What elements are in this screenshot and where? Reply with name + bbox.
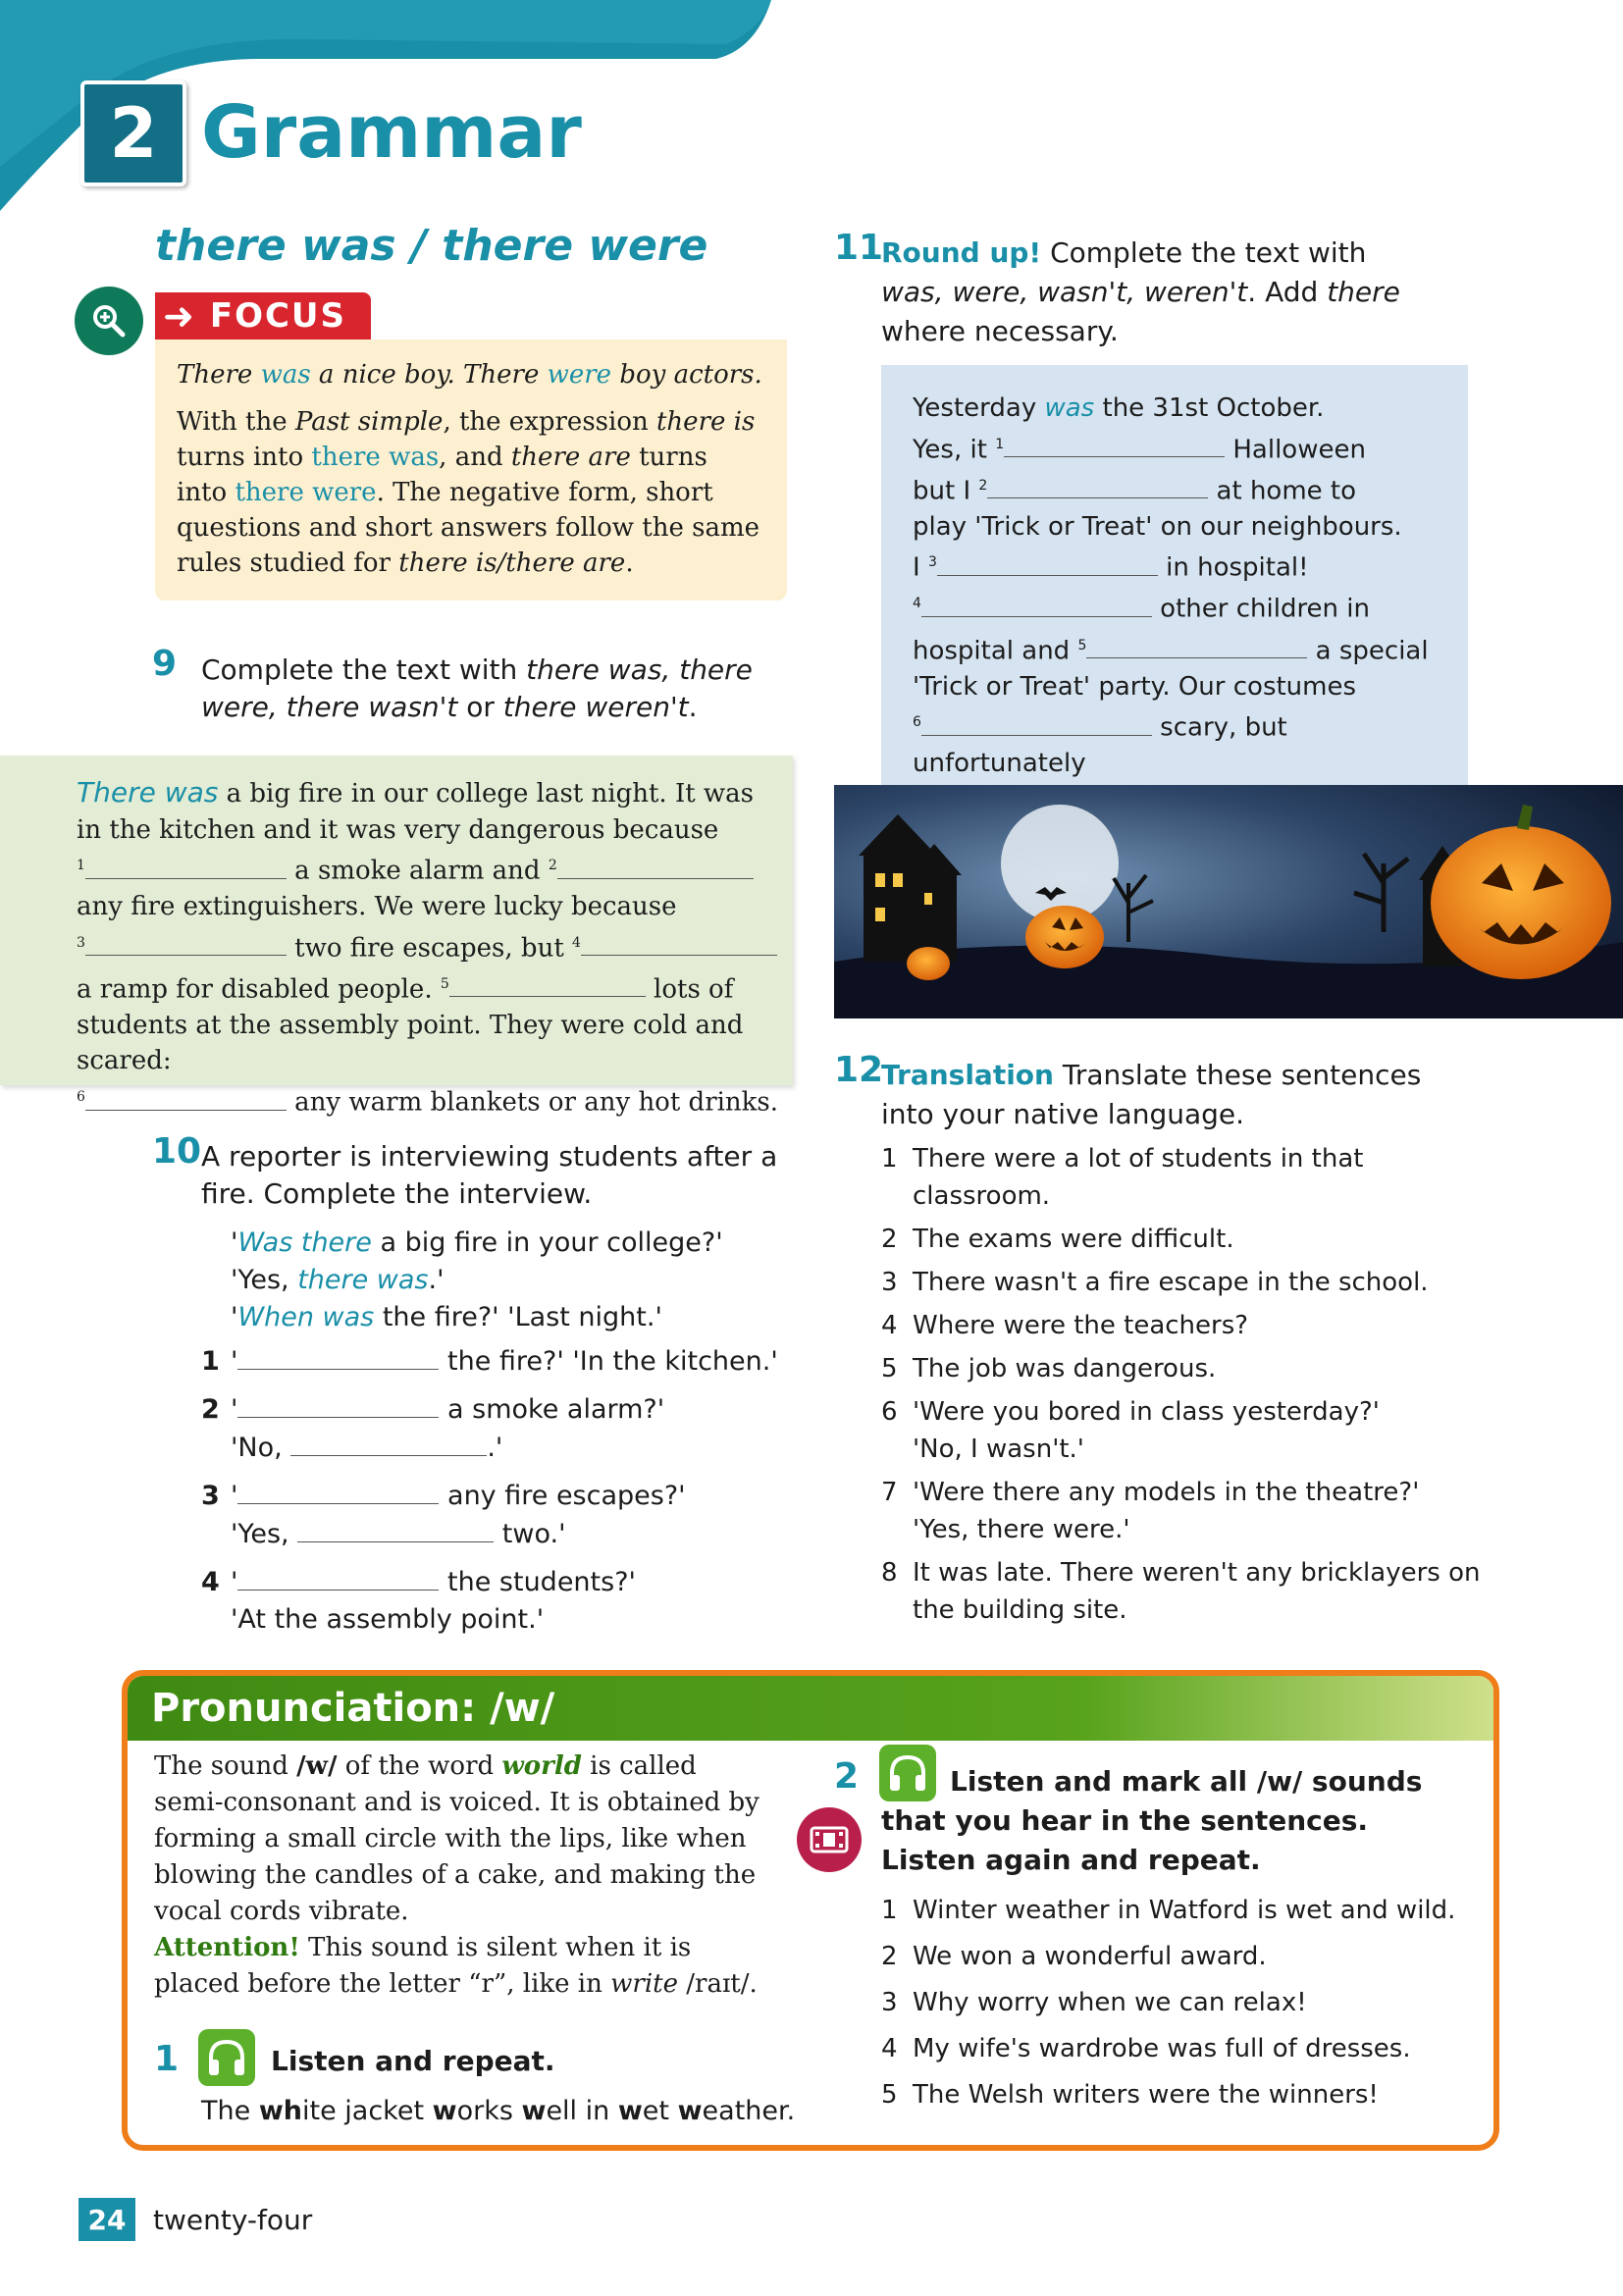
ex12-instruction: Translation Translate these sentences into your native language.: [881, 1059, 1422, 1130]
ex9-blank-1[interactable]: [85, 853, 287, 879]
focus-examples: There was a nice boy. There were boy actors.: [177, 360, 762, 390]
pron-ex1-number: 1: [154, 2039, 180, 2079]
list-item: 5 The job was dangerous.: [881, 1354, 1217, 1383]
pron-ex2-list: [881, 1888, 1490, 2118]
list-item: 8 It was late. There weren't any bricklayers on the building site.: [881, 1558, 1481, 1625]
ex10-blank-3b[interactable]: [297, 1515, 494, 1542]
ex9-number: 9: [152, 644, 178, 684]
magnifier-icon: [75, 287, 143, 355]
pron-ex1-instruction: Listen and repeat.: [271, 2045, 555, 2077]
ex10-blank-2b[interactable]: [290, 1429, 487, 1456]
ex11-example: was: [1044, 393, 1095, 423]
pron-ex2-number: 2: [834, 1756, 860, 1797]
ex11-blank-2[interactable]: [987, 472, 1208, 498]
ex9-blank-3[interactable]: [85, 929, 287, 956]
unit-number: 2: [109, 93, 158, 174]
ex11-number: 11: [834, 228, 884, 268]
pron-explanation: The sound /w/ of the word world is called semi-consonant and is voiced. It is obtained by forming a small circle with the lips, like when blowing the candles of a cake, and making the vocal cords vibrate. Attention! This sound is silent when it is placed before the letter “r”, like in write /raɪt/.: [154, 1751, 759, 1999]
ex12-number: 12: [834, 1050, 884, 1090]
list-item: 3 Why worry when we can relax!: [881, 1988, 1307, 2017]
ex9-blank-5[interactable]: [449, 970, 646, 997]
video-icon[interactable]: [797, 1807, 862, 1872]
headphones-icon[interactable]: [198, 2029, 255, 2086]
ex10-item: 2 ' a smoke alarm?': [201, 1390, 790, 1429]
ex10-number: 10: [152, 1131, 202, 1172]
ex11-blank-3[interactable]: [937, 549, 1158, 576]
halloween-illustration: [834, 785, 1623, 1018]
arrow-right-icon: ➜: [163, 294, 194, 338]
page-title: Grammar: [201, 90, 582, 175]
ex10-blank-2[interactable]: [237, 1390, 439, 1418]
ex11-blank-1[interactable]: [1004, 431, 1225, 457]
ex11-blank-5[interactable]: [1086, 632, 1307, 658]
page-number-badge: [79, 2198, 135, 2241]
page-number: 24: [87, 2203, 127, 2236]
page-number-words: twenty-four: [153, 2204, 313, 2236]
ex11-text-box: Yesterday was the 31st October. Yes, it $^1$ Halloween but I $^2$ at home to play 'Trick or Treat' on our neighbours. I $^3$ in hospital! $^4$ other children in hospital and $^5$ a special 'Trick or Treat' party. Our costumes $^6$ scary, but unfortunately: [881, 365, 1468, 789]
list-item: 2 We won a wonderful award.: [881, 1942, 1267, 1971]
ex12-list: [881, 1140, 1490, 1629]
focus-explanation: With the Past simple, the expression there is turns into there was, and there are turns into there were. The negative form, short questions and short answers follow the same rules studied for there is/there are.: [177, 407, 760, 578]
pronunciation-title: Pronunciation: /w/: [151, 1686, 555, 1731]
section-title: there was / there were: [155, 221, 708, 271]
ex10-blank-1[interactable]: [237, 1342, 439, 1370]
list-item: 1 There were a lot of students in that classroom.: [881, 1144, 1364, 1211]
ex10-item: 4 ' the students?': [201, 1563, 790, 1601]
focus-box: [155, 339, 787, 600]
list-item: 4 My wife's wardrobe was full of dresses.: [881, 2034, 1411, 2063]
focus-label: ➜ FOCUS: [155, 292, 371, 339]
ex9-blank-4[interactable]: [581, 929, 777, 956]
list-item: 1 Winter weather in Watford is wet and wild.: [881, 1896, 1456, 1925]
list-item: 2 The exams were difficult.: [881, 1225, 1234, 1254]
ex9-instruction: Complete the text with there was, there were, there wasn't or there weren't.: [201, 653, 753, 723]
pronunciation-header: [128, 1676, 1493, 1741]
list-item: 3 There wasn't a fire escape in the school.: [881, 1268, 1429, 1297]
ex9-blank-2[interactable]: [557, 853, 754, 879]
list-item: 4 Where were the teachers?: [881, 1311, 1249, 1340]
unit-number-badge: [80, 80, 186, 186]
ex10-item: 1 ' the fire?' 'In the kitchen.': [201, 1342, 790, 1381]
ex10-blank-4[interactable]: [237, 1563, 439, 1591]
ex11-blank-4[interactable]: [921, 591, 1152, 617]
ex9-blank-6[interactable]: [85, 1084, 287, 1111]
ex10-instruction: A reporter is interviewing students after a fire. Complete the interview.: [201, 1140, 778, 1210]
ex10-blank-3[interactable]: [237, 1477, 439, 1504]
list-item: 7 'Were there any models in the theatre?' 'Yes, there were.': [881, 1478, 1420, 1544]
pron-ex1-sentence: The white jacket works well in wet weather.: [201, 2096, 796, 2126]
pron-ex2-instruction: Listen and mark all /w/ sounds that you hear in the sentences. Listen again and repeat.: [881, 1765, 1423, 1876]
ex10-item: 3 ' any fire escapes?': [201, 1477, 790, 1515]
ex11-instruction: Round up! Complete the text with was, were, wasn't, weren't. Add there where necessary.: [881, 236, 1400, 347]
ex9-example: There was: [77, 776, 219, 809]
ex11-blank-6[interactable]: [921, 709, 1152, 736]
ex9-text-box: There was a big fire in our college last night. It was in the kitchen and it was very dangerous because $^1$ a smoke alarm and $^2$ any fire extinguishers. We were lucky because $^3$ two fire escapes, but $^4$ a ramp for disabled people. $^5$ lots of students at the assembly point. They were cold and scared: $^6$ any warm blankets or any hot drinks.: [0, 756, 793, 1085]
list-item: 5 The Welsh writers were the winners!: [881, 2080, 1379, 2110]
list-item: 6 'Were you bored in class yesterday?' 'No, I wasn't.': [881, 1397, 1380, 1464]
ex10-interview: 'Was there a big fire in your college?' 'Yes, there was.' 'When was the fire?' 'Last night.' 1 ' the fire?' 'In the kitchen.' 2 ' a smoke alarm?' 'No, .' 3 ' any fire escapes?' 'Yes, two.' 4 ' the students?' 'At the assembly point.': [201, 1225, 790, 1639]
